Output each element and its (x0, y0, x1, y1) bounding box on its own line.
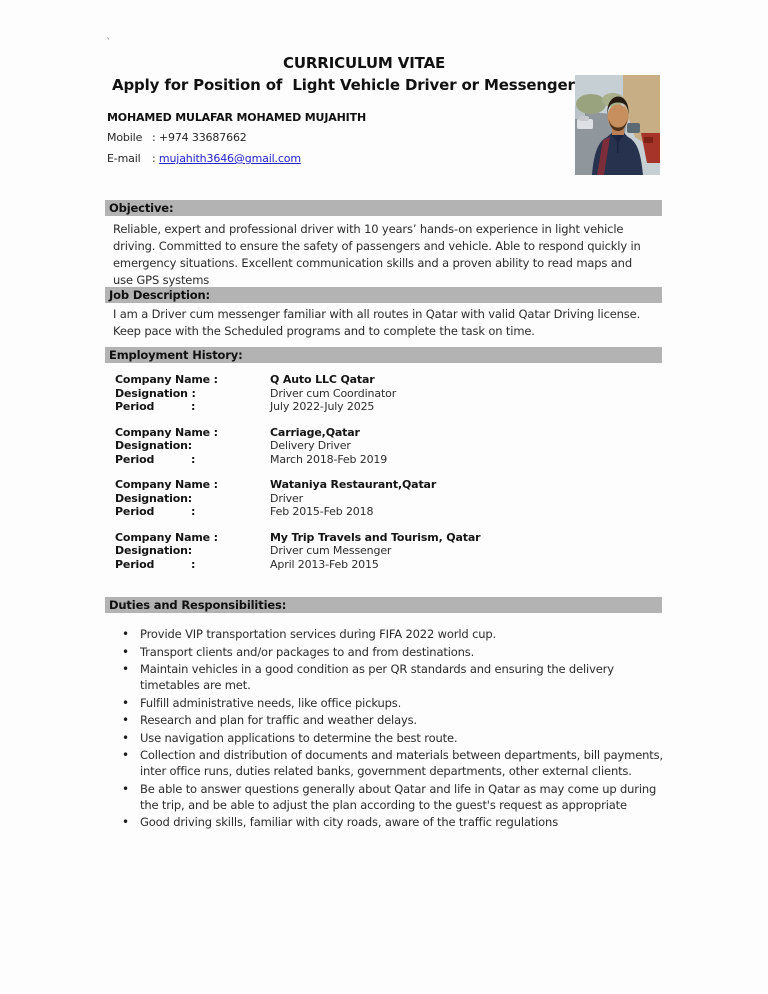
company-row (115, 531, 635, 545)
period-value: April 2013-Feb 2015 (270, 557, 379, 571)
designation-row (115, 492, 635, 506)
duty-item: • Provide VIP transportation services during FIFA 2022 world cup. (140, 626, 664, 642)
designation-label: Designation: (115, 544, 193, 557)
email-link[interactable]: mujahith3646@gmail.com (158, 152, 301, 165)
company-value: Q Auto LLC Qatar (270, 373, 375, 386)
designation-label: Designation : (115, 386, 196, 400)
email-label: E-mail (107, 152, 141, 165)
duty-item: • Collection and distribution of documents and materials between departments, bill payments, inter office runs, duties related banks, government departments, other external clients. (140, 747, 664, 779)
period-label: Period : (115, 400, 196, 413)
stray-scan-mark: ` (106, 36, 112, 49)
document-title: CURRICULUM VITAE (283, 54, 446, 72)
designation-label: Designation: (115, 491, 193, 505)
designation-label: Designation: (115, 439, 193, 452)
employment-entry (115, 426, 635, 467)
applicant-photo (575, 75, 660, 175)
duties-list (140, 626, 664, 832)
period-label: Period : (115, 557, 196, 571)
designation-value: Driver cum Messenger (270, 544, 392, 557)
mobile-label: Mobile (107, 131, 143, 144)
section-heading-objective: Objective: (105, 200, 662, 216)
company-value: Wataniya Restaurant,Qatar (270, 478, 437, 491)
period-row (115, 558, 635, 572)
designation-value: Delivery Driver (270, 439, 351, 452)
company-value: Carriage,Qatar (270, 425, 360, 439)
company-label: Company Name : (115, 478, 218, 491)
period-value: July 2022-July 2025 (270, 400, 375, 413)
duty-item: • Research and plan for traffic and weather delays. (140, 712, 664, 728)
company-row (115, 478, 635, 492)
designation-row (115, 439, 635, 453)
email-row (107, 152, 301, 165)
designation-row (115, 387, 635, 401)
designation-value: Driver cum Coordinator (270, 386, 397, 400)
company-row (115, 426, 635, 440)
employment-entry (115, 478, 635, 519)
mobile-row (107, 131, 247, 144)
applicant-photo-illustration (575, 75, 660, 175)
applicant-name: MOHAMED MULAFAR MOHAMED MUJAHITH (107, 111, 367, 124)
section-heading-employment-history: Employment History: (105, 347, 662, 363)
duty-item: • Fulfill administrative needs, like office pickups. (140, 695, 664, 711)
period-value: Feb 2015-Feb 2018 (270, 505, 374, 518)
company-row (115, 373, 635, 387)
period-row (115, 505, 635, 519)
section-heading-job-description: Job Description: (105, 287, 662, 303)
company-label: Company Name : (115, 373, 218, 386)
email-separator: : (152, 152, 159, 165)
duty-item: • Use navigation applications to determine the best route. (140, 730, 664, 746)
period-row (115, 400, 635, 414)
company-label: Company Name : (115, 530, 218, 544)
duty-item: • Be able to answer questions generally about Qatar and life in Qatar as may come up during the trip, and be able to adjust the plan according to the guest's request as appropriate (140, 781, 664, 813)
period-value: March 2018-Feb 2019 (270, 452, 388, 466)
mobile-value: : +974 33687662 (152, 131, 247, 144)
employment-history-list (115, 373, 635, 583)
period-label: Period : (115, 505, 196, 518)
duty-item: • Maintain vehicles in a good condition as per QR standards and ensuring the delivery timetables are met. (140, 661, 664, 693)
designation-value: Driver (270, 491, 303, 505)
period-row (115, 453, 635, 467)
document-subtitle: Apply for Position of Light Vehicle Driver or Messenger (112, 76, 575, 94)
company-value: My Trip Travels and Tourism, Qatar (270, 530, 481, 544)
duty-item: • Transport clients and/or packages to and from destinations. (140, 644, 664, 660)
job-description-text: I am a Driver cum messenger familiar with all routes in Qatar with valid Qatar Driving license. Keep pace with the Scheduled programs and to complete the task on time. (113, 307, 641, 338)
section-heading-duties: Duties and Responsibilities: (105, 597, 662, 613)
company-label: Company Name : (115, 425, 218, 439)
employment-entry (115, 531, 635, 572)
employment-entry (115, 373, 635, 414)
duty-item: • Good driving skills, familiar with city roads, aware of the traffic regulations (140, 814, 664, 830)
period-label: Period : (115, 452, 196, 466)
objective-text: Reliable, expert and professional driver with 10 years’ hands-on experience in light vehicle driving. Committed to ensure the safety of passengers and vehicle. Able to respond quickly in emergency situations. Excellent communication skills and a proven ability to read maps and use GPS systems (113, 222, 641, 287)
designation-row (115, 544, 635, 558)
